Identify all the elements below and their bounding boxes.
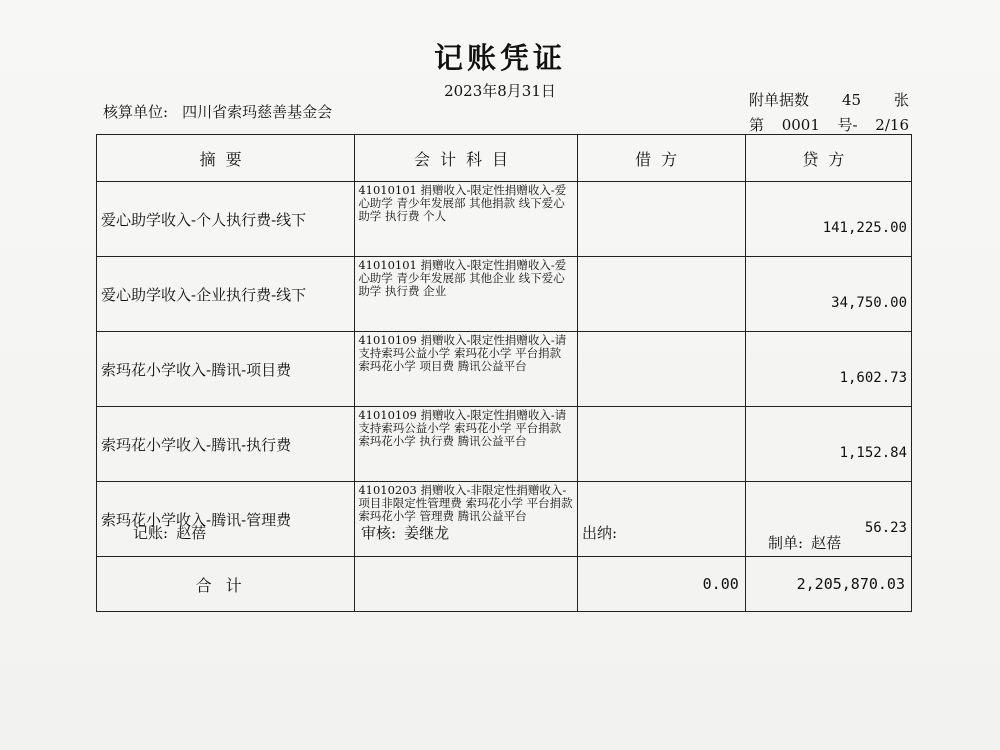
preparer (768, 532, 841, 553)
attachments-label: 附单据数 (749, 91, 810, 109)
header-debit: 借方 (577, 135, 745, 182)
row-summary: 爱心助学收入-个人执行费-线下 (97, 182, 355, 257)
row-summary: 索玛花小学收入-腾讯-管理费 (97, 482, 355, 557)
voucher-title: 记账凭证 (433, 41, 566, 75)
attachments-unit: 张 (893, 91, 909, 109)
voucher-number: 0001 (781, 115, 820, 134)
preparer-name: 赵蓓 (811, 534, 842, 552)
row-debit (577, 332, 745, 407)
row-credit: 34,750.00 (745, 257, 911, 332)
row-account: 41010109 捐赠收入-限定性捐赠收入-请支持索玛公益小学 索玛花小学 平台捐款 索玛花小学 项目费 腾讯公益平台 (355, 332, 577, 407)
accounting-unit-label: 核算单位: (103, 103, 169, 121)
header-summary: 摘要 (97, 135, 355, 182)
header-account: 会计科目 (355, 135, 577, 182)
attachments-row (749, 87, 909, 112)
bookkeeper (133, 522, 206, 543)
voucher-date: 2023年8月31日 (444, 82, 556, 100)
voucher-page: 2/16 (875, 115, 909, 134)
cashier-label: 出纳: (582, 524, 618, 542)
attachments-count: 45 (841, 90, 862, 109)
header-credit: 贷方 (745, 135, 911, 182)
total-row (97, 557, 912, 612)
voucher-number-suffix: 号- (837, 116, 858, 134)
total-label-cell (97, 557, 355, 612)
row-credit: 141,225.00 (745, 182, 911, 257)
signature-footer (0, 522, 1000, 550)
cashier (582, 522, 625, 543)
accounting-unit (103, 101, 332, 122)
row-account: 41010101 捐赠收入-限定性捐赠收入-爱心助学 青少年发展部 其他捐款 线下爱心助学 执行费 个人 (355, 182, 577, 257)
row-account: 41010109 捐赠收入-限定性捐赠收入-请支持索玛公益小学 索玛花小学 平台捐款 索玛花小学 执行费 腾讯公益平台 (355, 407, 577, 482)
table-row (97, 257, 912, 332)
bookkeeper-name: 赵蓓 (176, 524, 207, 542)
row-credit: 1,602.73 (745, 332, 911, 407)
total-account-cell (355, 557, 577, 612)
row-account: 41010203 捐赠收入-非限定性捐赠收入-项目非限定性管理费 索玛花小学 平台捐款 索玛花小学 管理费 腾讯公益平台 (355, 482, 577, 557)
reviewer-label: 审核: (361, 524, 397, 542)
header-row (97, 135, 912, 182)
row-debit (577, 257, 745, 332)
total-credit: 2,205,870.03 (745, 557, 911, 612)
preparer-label: 制单: (768, 534, 804, 552)
row-debit (577, 182, 745, 257)
accounting-unit-value: 四川省索玛慈善基金会 (182, 103, 333, 121)
bookkeeper-label: 记账: (133, 524, 169, 542)
row-summary: 索玛花小学收入-腾讯-项目费 (97, 332, 355, 407)
reviewer (361, 522, 449, 543)
table-row (97, 407, 912, 482)
row-credit: 56.23 (745, 482, 911, 557)
row-summary: 爱心助学收入-企业执行费-线下 (97, 257, 355, 332)
row-debit (577, 407, 745, 482)
row-account: 41010101 捐赠收入-限定性捐赠收入-爱心助学 青少年发展部 其他企业 线下爱心助学 执行费 企业 (355, 257, 577, 332)
table-row (97, 182, 912, 257)
reviewer-name: 姜继龙 (404, 524, 450, 542)
row-summary: 索玛花小学收入-腾讯-执行费 (97, 407, 355, 482)
total-label: 合计 (195, 575, 256, 595)
row-credit: 1,152.84 (745, 407, 911, 482)
voucher-meta (749, 87, 909, 137)
voucher-number-prefix: 第 (749, 116, 765, 134)
total-debit: 0.00 (577, 557, 745, 612)
table-row (97, 332, 912, 407)
